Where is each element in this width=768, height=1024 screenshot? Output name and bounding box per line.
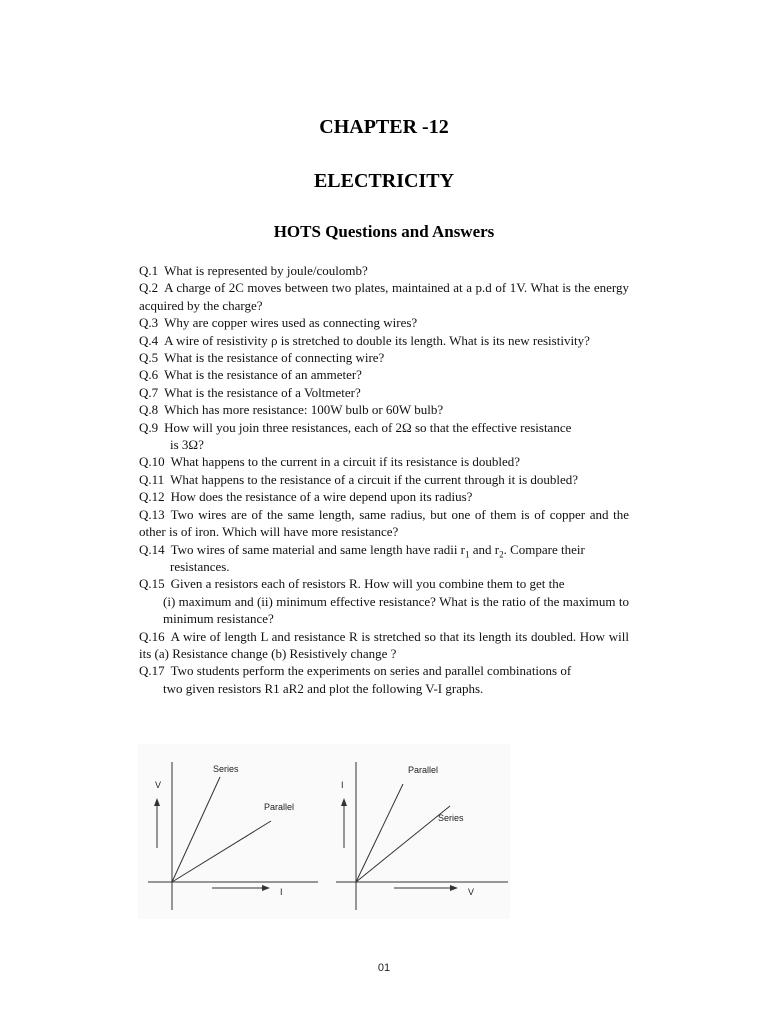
steep-line-label: Parallel (408, 765, 439, 775)
shallow-line (356, 806, 450, 882)
steep-line-label: Series (213, 764, 239, 774)
question-text: What is the resistance of connecting wire? (164, 350, 385, 366)
question-continuation: is 3Ω? (170, 437, 204, 453)
question-number: Q.17 (139, 663, 165, 679)
x-arrow-head (450, 885, 458, 891)
question-number: Q.9 (139, 419, 159, 435)
question-16 (139, 628, 629, 663)
question-number: Q.16 (139, 628, 165, 644)
shallow-line (172, 821, 271, 882)
question-continuation: (i) maximum and (ii) minimum effective resistance? What is the ratio of the maximum to minimum resistance? (163, 593, 629, 627)
shallow-line-label: Parallel (264, 802, 295, 812)
question-text: . Compare their (503, 541, 585, 557)
question-number: Q.8 (139, 402, 159, 418)
question-5 (139, 349, 629, 366)
question-text: Which has more resistance: 100W bulb or 60W bulb? (164, 402, 444, 418)
question-text: and r (469, 541, 500, 557)
question-6 (139, 366, 629, 383)
question-text: Two wires of same material and same length have radii r (170, 541, 466, 557)
question-list (139, 262, 629, 697)
y-axis-label: V (155, 780, 162, 790)
question-text: What happens to the current in a circuit if its resistance is doubled? (170, 454, 521, 470)
question-12 (139, 488, 629, 505)
question-text: How does the resistance of a wire depend upon its radius? (170, 489, 473, 505)
question-number: Q.14 (139, 541, 165, 557)
question-text: Why are copper wires used as connecting wires? (164, 315, 418, 331)
question-13 (139, 506, 629, 541)
question-7 (139, 384, 629, 401)
question-text: What is represented by joule/coulomb? (164, 263, 368, 278)
vi-graphs (138, 744, 510, 919)
graph-i-vs-v (324, 744, 510, 919)
question-continuation: resistances. (170, 558, 230, 574)
x-axis-label: I (280, 887, 283, 897)
steep-line (172, 777, 220, 882)
question-15 (139, 575, 629, 627)
question-text: Given a resistors each of resistors R. How will you combine them to get the (170, 576, 565, 592)
question-17 (139, 662, 629, 697)
question-number: Q.1 (139, 263, 159, 278)
subscript: 1 (465, 549, 470, 560)
x-axis-label: V (468, 887, 475, 897)
question-10 (139, 453, 629, 470)
question-text: How will you join three resistances, each of 2Ω so that the effective resistance (164, 419, 572, 435)
question-11 (139, 471, 629, 488)
steep-line (356, 784, 403, 882)
page-number: 01 (377, 962, 391, 974)
question-2 (139, 279, 629, 314)
question-text: What is the resistance of a Voltmeter? (164, 384, 361, 400)
subject-title: ELECTRICITY (313, 170, 455, 192)
question-number: Q.5 (139, 350, 159, 366)
question-14 (139, 541, 629, 576)
question-number: Q.3 (139, 315, 159, 331)
question-text: A charge of 2C moves between two plates, maintained at a p.d of 1V. What is the energy acquired by the charge? (139, 280, 629, 313)
graph-v-vs-i (138, 744, 324, 919)
question-1 (139, 262, 629, 279)
question-number: Q.10 (139, 454, 165, 470)
y-arrow-head (341, 798, 347, 806)
shallow-line-label: Series (438, 813, 464, 823)
subscript: 2 (499, 549, 504, 560)
question-number: Q.7 (139, 384, 159, 400)
question-text: What happens to the resistance of a circuit if the current through it is doubled? (170, 471, 579, 487)
question-3 (139, 314, 629, 331)
question-number: Q.4 (139, 332, 159, 348)
question-text: A wire of length L and resistance R is stretched so that its length its doubled. How will its (a) Resistance change (b) Resistively change ? (139, 628, 629, 661)
question-4 (139, 332, 629, 349)
question-number: Q.6 (139, 367, 159, 383)
question-number: Q.11 (139, 471, 165, 487)
question-number: Q.13 (139, 506, 165, 522)
question-8 (139, 401, 629, 418)
question-number: Q.15 (139, 576, 165, 592)
question-text: Two wires are of the same length, same radius, but one of them is of copper and the other is of iron. Which will have more resistance? (139, 506, 629, 540)
question-text: Two students perform the experiments on series and parallel combinations of (170, 663, 572, 679)
question-number: Q.2 (139, 280, 159, 296)
section-title: HOTS Questions and Answers (273, 222, 495, 241)
y-axis-label: I (341, 780, 344, 790)
chapter-title: CHAPTER -12 (319, 116, 449, 138)
question-text: What is the resistance of an ammeter? (164, 367, 362, 383)
question-number: Q.12 (139, 489, 165, 505)
y-arrow-head (154, 798, 160, 806)
x-arrow-head (262, 885, 270, 891)
question-continuation: two given resistors R1 aR2 and plot the following V-I graphs. (163, 680, 484, 696)
question-text: A wire of resistivity ρ is stretched to double its length. What is its new resistivity? (164, 332, 590, 348)
question-9 (139, 419, 629, 454)
